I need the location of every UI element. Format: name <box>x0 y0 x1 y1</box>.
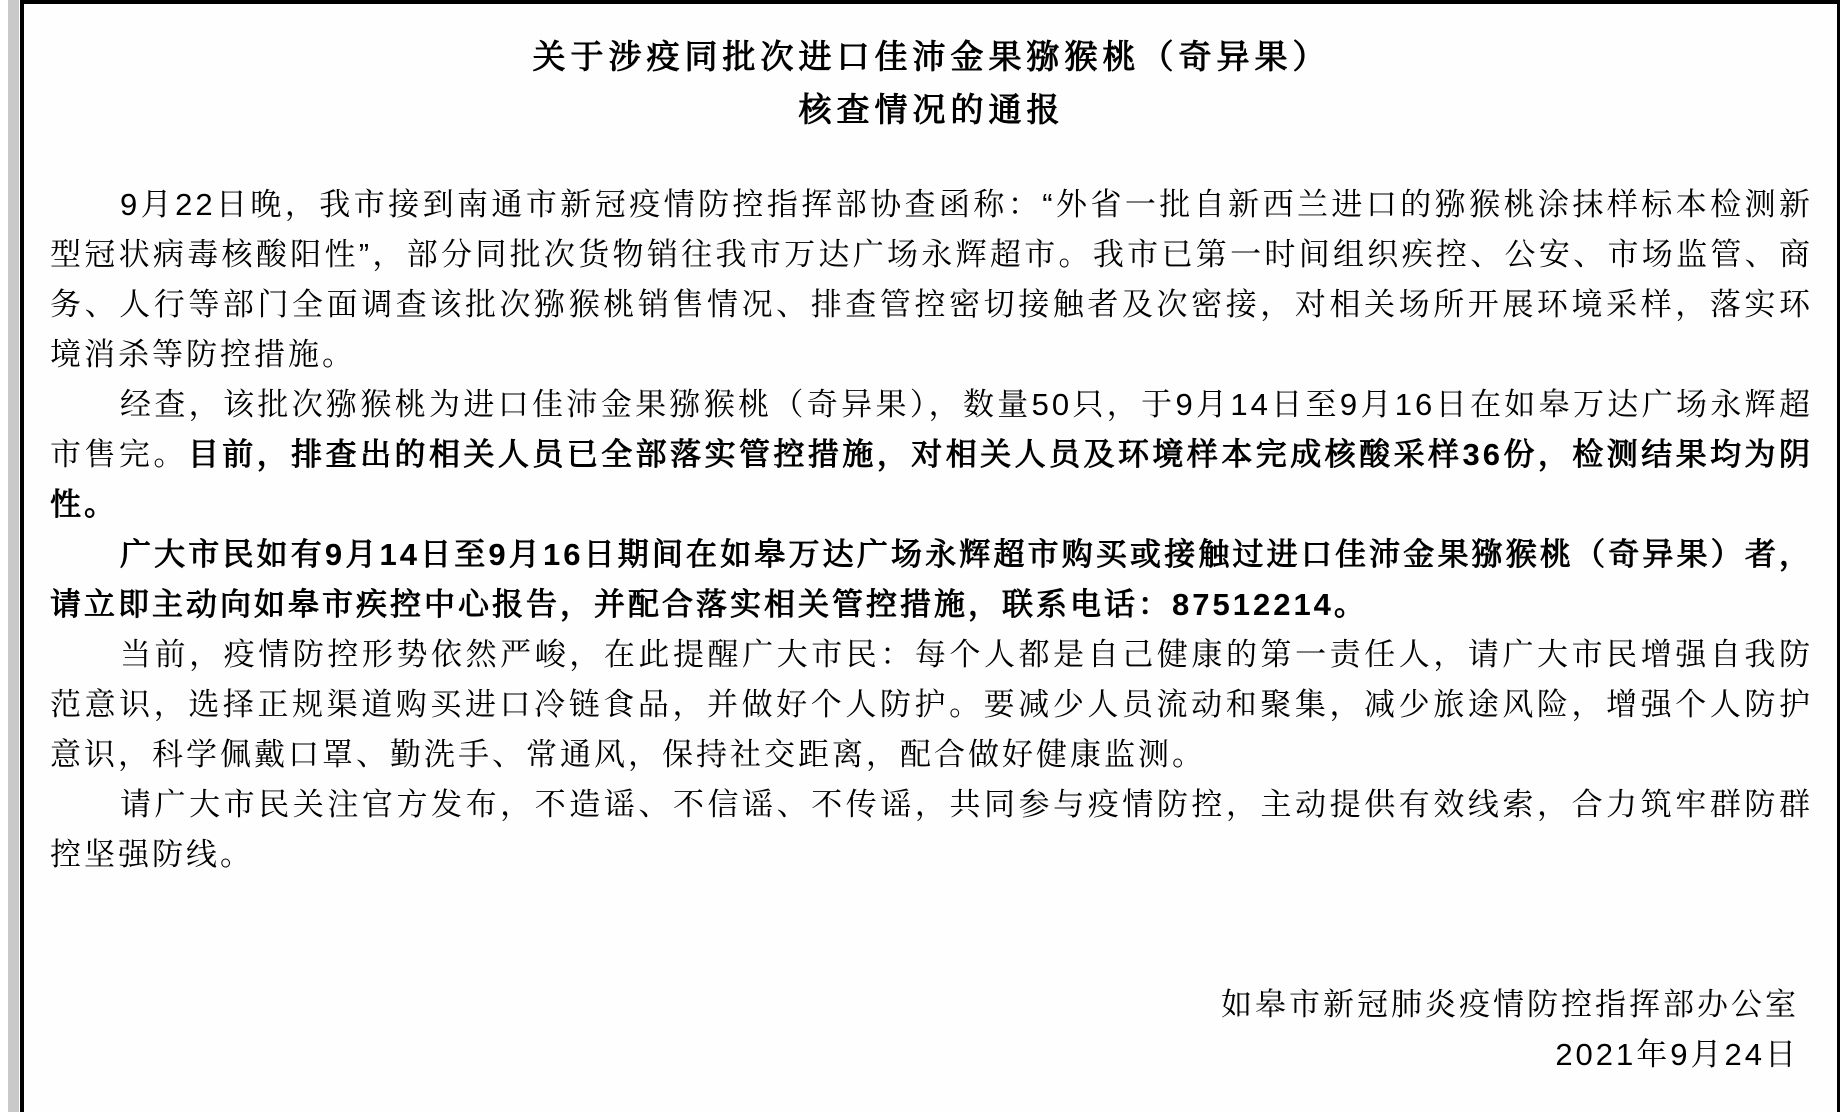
document-title-line2: 核查情况的通报 <box>798 91 1065 128</box>
notice-body <box>50 180 1813 880</box>
investigation-result-regular: 经查，该批次猕猴桃为进口佳沛金果猕猴桃（奇异果），数量50只，于9月14日至9月16日在如皋万达广场永辉超市售完。 <box>50 387 1813 472</box>
issue-date: 2021年9月24日 <box>1555 1037 1799 1072</box>
investigation-result-bold: 目前，排查出的相关人员已全部落实管控措施，对相关人员及环境样本完成核酸采样36份，检测结果均为阴性。 <box>50 437 1814 522</box>
document-title <box>50 30 1813 136</box>
notice-document-page <box>20 0 1840 1112</box>
issuing-office: 如皋市新冠肺炎疫情防控指挥部办公室 <box>1221 987 1799 1022</box>
left-scrollbar-track <box>8 0 19 1112</box>
paragraph-public-call-to-action: 广大市民如有9月14日至9月16日期间在如皋万达广场永辉超市购买或接触过进口佳沛金果猕猴桃（奇异果）者，请立即主动向如皋市疾控中心报告，并配合落实相关管控措施，联系电话：87512214。 <box>50 537 1813 622</box>
paragraph-prevention-advice: 当前，疫情防控形势依然严峻，在此提醒广大市民：每个人都是自己健康的第一责任人，请广大市民增强自我防范意识，选择正规渠道购买进口冷链食品，并做好个人防护。要减少人员流动和聚集，减少旅途风险，增强个人防护意识，科学佩戴口罩、勤洗手、常通风，保持社交距离，配合做好健康监测。 <box>50 637 1813 772</box>
signature-block <box>50 980 1813 1080</box>
paragraph-investigation-result <box>50 380 1813 530</box>
document-title-line1: 关于涉疫同批次进口佳沛金果猕猴桃（奇异果） <box>532 38 1331 75</box>
paragraph-incident-report: 9月22日晚，我市接到南通市新冠疫情防控指挥部协查函称：“外省一批自新西兰进口的猕猴桃涂抹样标本检测新型冠状病毒核酸阳性”，部分同批次货物销往我市万达广场永辉超市。我市已第一时间组织疾控、公安、市场监管、商务、人行等部门全面调查该批次猕猴桃销售情况、排查管控密切接触者及次密接，对相关场所开展环境采样，落实环境消杀等防控措施。 <box>50 187 1813 372</box>
paragraph-rumor-notice: 请广大市民关注官方发布，不造谣、不信谣、不传谣，共同参与疫情防控，主动提供有效线索，合力筑牢群防群控坚强防线。 <box>50 787 1813 872</box>
